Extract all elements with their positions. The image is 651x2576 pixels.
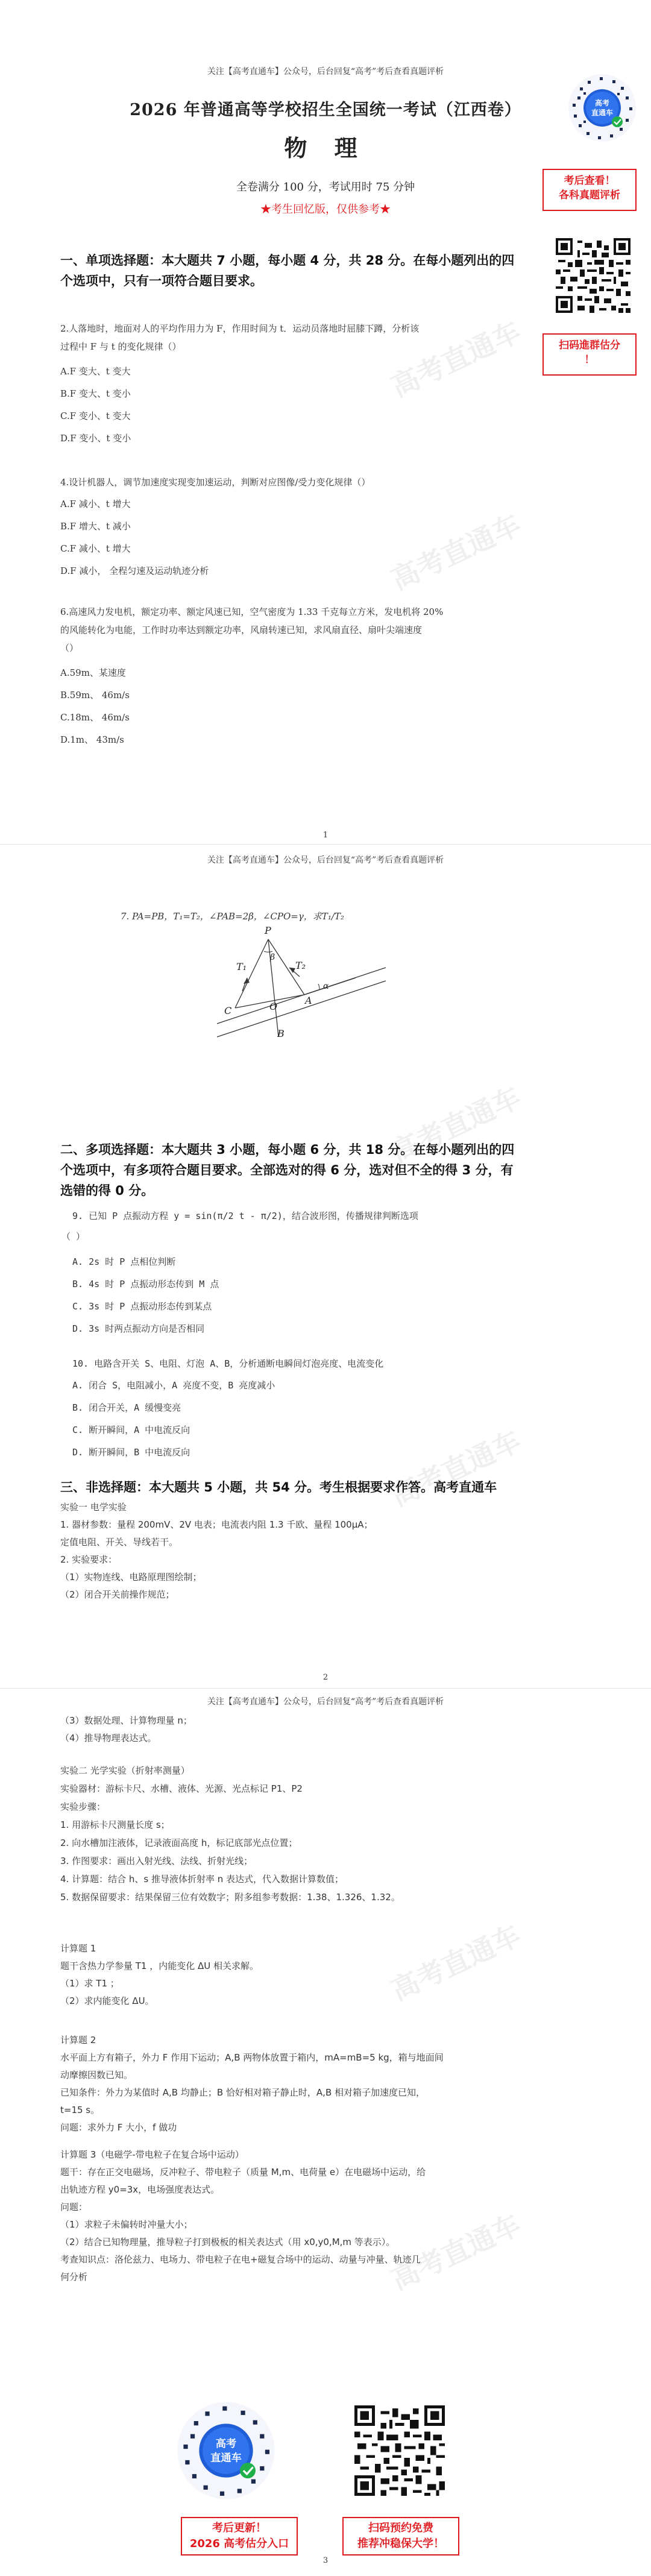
badge-line-1: 考后查看！ [564, 175, 615, 187]
page-header: 关注【高考直通车】公众号，后台回复“高考”考后查看真题评析 [207, 67, 444, 77]
bottom-qr-code[interactable] [354, 2405, 445, 2496]
option-b[interactable]: B.59m、 46m/s [60, 690, 130, 701]
page-3 [0, 1688, 651, 2576]
badge-scan-line-1: 扫码進群估分 [559, 339, 620, 351]
question-10-options [72, 1375, 275, 1464]
svg-text:直通车: 直通车 [591, 109, 614, 117]
caption-score-estimate-entry[interactable]: 考后更新！ 2026 高考估分入口 [181, 2517, 298, 2556]
section-3-heading: 三、非选择题：本大题共 5 小题，共 54 分。考生根据要求作答。高考直通车 [60, 1480, 497, 1494]
experiment-1: 实验一 电学实验 1. 器材参数：量程 200mV、2V 电表；电流表内阻 1.3 千欧、量程 100μA； 定值电阻、开关、导线若干。 2. 实验要求： （1）实物连线、电路原理图绘制； （2）闭合开关前操作规范； [60, 1499, 373, 1604]
page-number: 3 [322, 2556, 329, 2565]
option-b[interactable]: B.F 变大、t 变小 [60, 388, 131, 399]
option-d[interactable]: D.1m、 43m/s [60, 734, 124, 745]
watermark: 高考直通车 [386, 1424, 526, 1513]
watermark: 高考直通车 [386, 315, 526, 403]
option-b[interactable]: B.F 增大、t 减小 [60, 521, 131, 532]
watermark: 高考直通车 [386, 2208, 526, 2296]
option-c[interactable]: C.F 变小、t 变大 [60, 411, 131, 421]
question-2-stem: 过程中 F 与 t 的变化规律（） [60, 341, 181, 352]
label-b: B [277, 1028, 285, 1039]
exam-title: 2026 年普通高等学校招生全国统一考试（江西卷） [130, 101, 521, 119]
option-a[interactable]: A. 2s 时 P 点相位判断 [72, 1256, 176, 1267]
label-beta: β [270, 953, 275, 962]
question-2-stem: 2.人落地时，地面对人的平均作用力为 F，作用时间为 t．运动员落地时屈膝下蹲，分析该 [60, 323, 420, 334]
watermark: 高考直通车 [386, 1918, 526, 2007]
question-9-stem: 9. 已知 P 点振动方程 y = sin(π/2 t - π/2)，结合波形图，传播规律判断选项 [72, 1211, 418, 1221]
question-7-figure [211, 925, 392, 1040]
question-4-options [60, 493, 209, 582]
option-a[interactable]: A.F 变大、t 变大 [60, 366, 131, 377]
watermark: 高考直通车 [386, 508, 526, 596]
question-6-stem: （） [60, 643, 79, 653]
calculation-2: 计算题 2 水平面上方有箱子，外力 F 作用下运动；A,B 两物体放置于箱内，mA=mB=5 kg，箱与地面间 动摩擦因数已知。 已知条件：外力为某值时 A,B 均静止；B 恰好相对箱子静止时，A,B 相对箱子加速度已知， t=15 s。 问题：求外力 F 大小，f 做功 [60, 2032, 444, 2137]
option-c[interactable]: C. 断开瞬间，A 中电流反向 [72, 1425, 190, 1435]
label-c: C [224, 1005, 232, 1016]
badge-check-after-exam[interactable] [542, 169, 637, 211]
option-a[interactable]: A.59m、某速度 [60, 667, 126, 678]
score-time-note: 全卷满分 100 分，考试用时 75 分钟 [236, 181, 415, 194]
experiment-2: 实验二 光学实验（折射率测量） 实验器材：游标卡尺、水槽、液体、光源、光点标记 P1、P2 实验步骤： 1. 用游标卡尺测量长度 s； 2. 向水槽加注液体，记录液面高度 h，标记底部光点位置； 3. 作图要求：画出入射光线、法线、折射光线； 4. 计算题：结合 h、s 推导液体折射率 n 表达式，代入数据计算数值； 5. 数据保留要求：结果保留三位有效数字；附多组参考数据：1.38、1.326、1.32。 [60, 1762, 400, 1906]
page-number: 2 [322, 1673, 329, 1682]
calculation-1: 计算题 1 题干含热力学参量 T1 ，内能变化 ΔU 相关求解。 （1）求 T1 ； （2）求内能变化 ΔU。 [60, 1940, 259, 2010]
watermark: 高考直通车 [386, 1080, 526, 1169]
question-9-stem: （ ） [61, 1231, 86, 1242]
question-10-stem: 10. 电路含开关 S、电阻、灯泡 A、B，分析通断电瞬间灯泡亮度、电流变化 [72, 1358, 384, 1369]
page-2 [0, 844, 651, 1688]
option-c[interactable]: C.18m、 46m/s [60, 712, 130, 723]
option-b[interactable]: B. 4s 时 P 点振动形态传到 M 点 [72, 1279, 219, 1290]
question-4-stem: 4.设计机器人，调节加速度实现变加速运动，判断对应图像/受力变化规律（） [60, 477, 371, 488]
page-1 [0, 0, 651, 844]
label-t1: T₁ [236, 961, 247, 972]
recall-note: ★考生回忆版，仅供参考★ [260, 203, 391, 216]
calculation-1-title: 计算题 1 [60, 1943, 96, 1954]
section-2-heading: 二、多项选择题：本大题共 3 小题，每小题 6 分，共 18 分。在每小题列出的四 个选项中，有多项符合题目要求。全部选对的得 6 分，选对但不全的得 3 分，有 选错的得 0 分。 [60, 1142, 515, 1198]
option-d[interactable]: D.F 变小、t 变小 [60, 433, 131, 444]
bottom-mini-program-logo[interactable] [175, 2399, 277, 2502]
question-9-options [72, 1251, 219, 1340]
label-t2: T₂ [295, 960, 306, 971]
experiment-1-continued: （3）数据处理、计算物理量 n； （4）推导物理表达式。 [60, 1715, 192, 1743]
option-c[interactable]: C.F 减小、t 增大 [60, 543, 131, 554]
page-header: 关注【高考直通车】公众号，后台回复“高考”考后查看真题评析 [207, 1697, 444, 1707]
caption-free-university-recommendation[interactable]: 扫码预约免费 推荐冲稳保大学！ [342, 2517, 459, 2556]
experiment-2-title: 实验二 光学实验（折射率测量） [60, 1765, 190, 1776]
option-d[interactable]: D. 3s 时两点振动方向是否相同 [72, 1323, 205, 1334]
label-o: O [269, 1001, 278, 1012]
option-c[interactable]: C. 3s 时 P 点振动形态传到某点 [72, 1301, 212, 1312]
calculation-3: 计算题 3（电磁学-带电粒子在复合场中运动） 题干：存在正交电磁场，反冲粒子、带电粒子（质量 M,m、电荷量 e）在电磁场中运动，给 出轨迹方程 y0=3x，电场强度表达式。 问题： （1）求粒子未偏转时冲量大小； （2）结合已知物理量，推导粒子打到极板的相关表达式（用 x0,y0,M,m 等表示）。 考查知识点：洛伦兹力、电场力、带电粒子在电+磁复合场中的运动、动量与冲量、轨迹几 何分析 [60, 2146, 426, 2286]
question-6-stem: 6.高速风力发电机，额定功率、额定风速已知，空气密度为 1.33 千克每立方米，发电机将 20% [60, 606, 444, 617]
page-number: 1 [322, 831, 329, 840]
option-a[interactable]: A.F 减小、t 增大 [60, 499, 131, 509]
page-header: 关注【高考直通车】公众号，后台回复“高考”考后查看真题评析 [207, 855, 444, 865]
badge-scan-join-group[interactable] [542, 333, 637, 376]
question-9 [61, 1206, 418, 1247]
badge-scan-line-2: ！ [584, 354, 595, 366]
subject-title: 物 理 [284, 134, 367, 162]
question-6 [60, 603, 443, 657]
calculation-3-title: 计算题 3（电磁学-带电粒子在复合场中运动） [60, 2149, 244, 2160]
question-7-stem: 7. PA=PB，T₁=T₂，∠PAB=2β，∠CPO=γ，求T₁/T₂ [121, 911, 344, 922]
calculation-2-title: 计算题 2 [60, 2035, 96, 2045]
qr-code[interactable] [556, 238, 631, 313]
option-b[interactable]: B. 闭合开关，A 缓慢变亮 [72, 1402, 181, 1413]
question-6-options [60, 662, 130, 751]
svg-text:高考: 高考 [215, 2438, 237, 2451]
question-2-options [60, 361, 131, 450]
svg-text:直通车: 直通车 [210, 2452, 242, 2464]
label-alpha: α [323, 981, 329, 991]
badge-line-2: 各科真题评析 [559, 189, 620, 201]
question-2 [60, 320, 419, 356]
option-d[interactable]: D. 断开瞬间，B 中电流反向 [72, 1447, 190, 1458]
label-p: P [265, 925, 271, 936]
experiment-1-title: 实验一 电学实验 [60, 1502, 127, 1513]
option-a[interactable]: A. 闭合 S，电阻减小，A 亮度不变，B 亮度减小 [72, 1380, 275, 1391]
svg-text:高考: 高考 [594, 99, 610, 107]
section-1-heading: 一、单项选择题：本大题共 7 小题，每小题 4 分，共 28 分。在每小题列出的四 个选项中，只有一项符合题目要求。 [60, 253, 515, 288]
option-d[interactable]: D.F 减小， 全程匀速及运动轨迹分析 [60, 565, 209, 576]
label-a: A [305, 995, 312, 1006]
question-6-stem: 的风能转化为电能，工作时功率达到额定功率，风扇转速已知，求风扇直径、扇叶尖端速度 [60, 625, 423, 635]
